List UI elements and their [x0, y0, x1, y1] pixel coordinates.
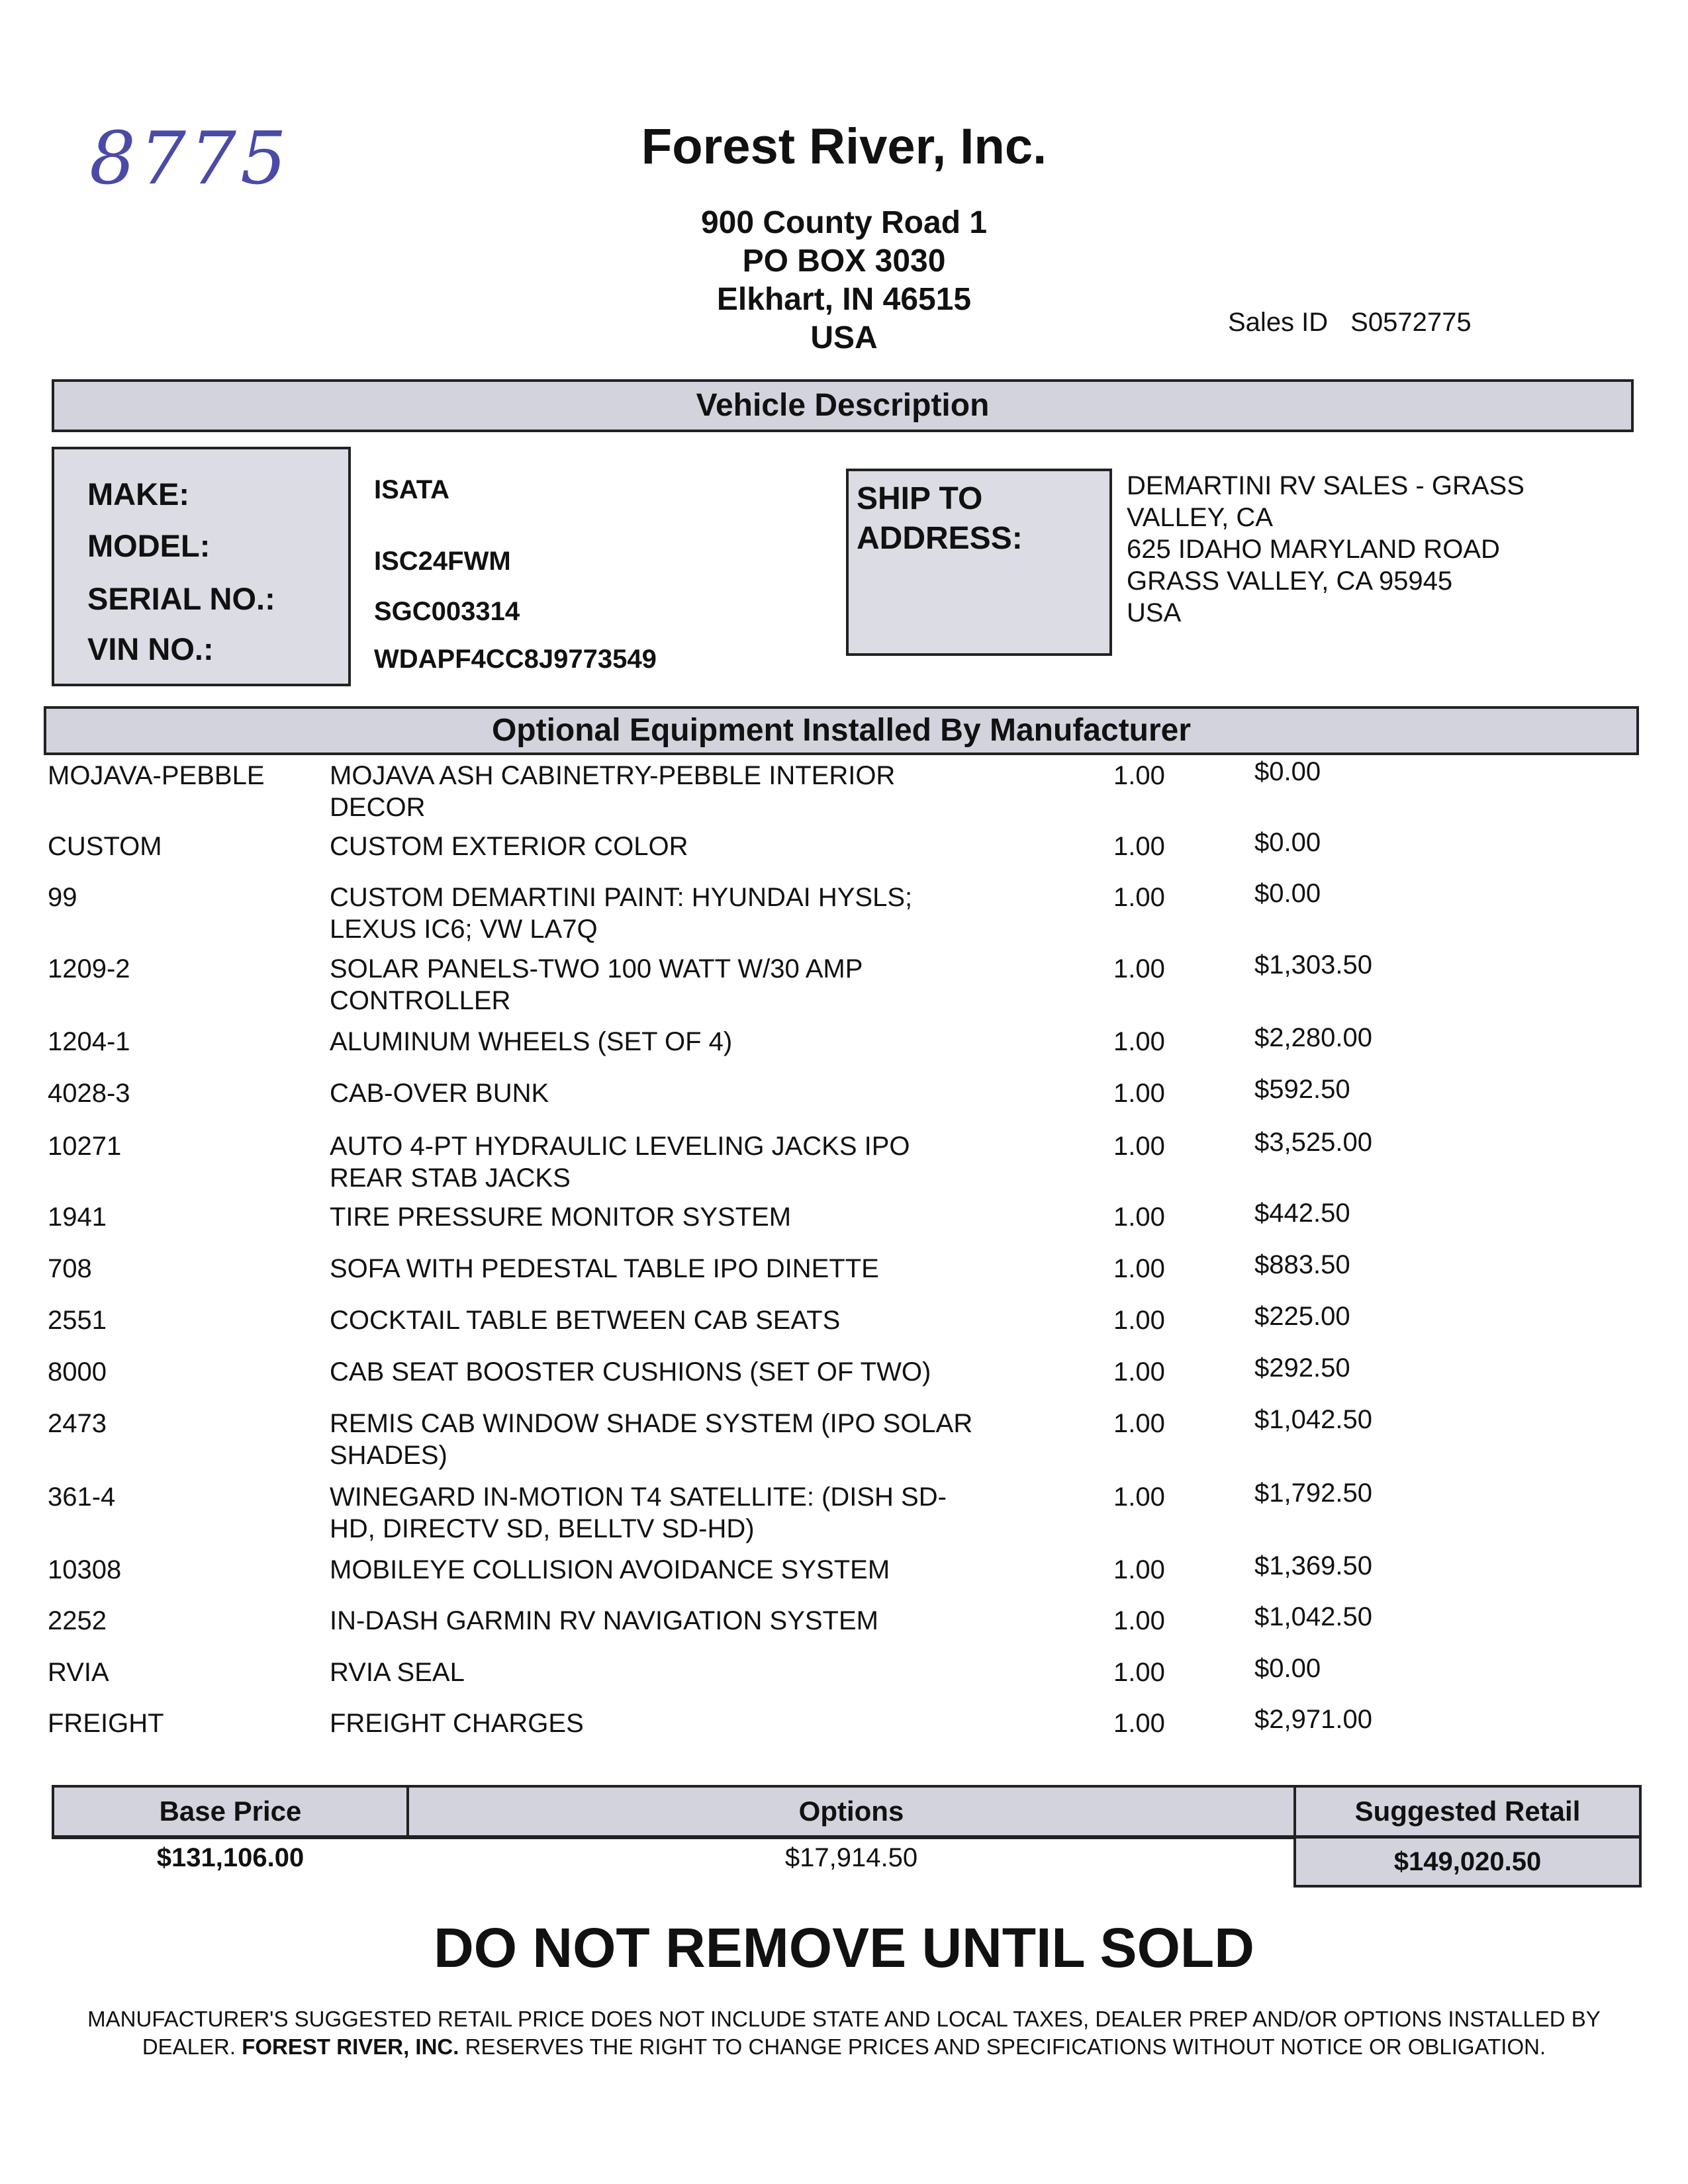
- company-address-line: 900 County Road 1: [700, 205, 988, 240]
- disclaimer-text: RESERVES THE RIGHT TO CHANGE PRICES AND SPECIFICATIONS WITHOUT NOTICE OR OBLIGATION.: [465, 2034, 1546, 2059]
- disclaimer-text: DEALER.: [142, 2034, 236, 2059]
- equipment-description: [330, 1130, 1018, 1194]
- equipment-code: 1941: [48, 1203, 107, 1232]
- equipment-description-line: REMIS CAB WINDOW SHADE SYSTEM (IPO SOLAR: [330, 1409, 973, 1438]
- equipment-description-line: DECOR: [330, 793, 426, 822]
- suggested-retail-header: Suggested Retail: [1293, 1785, 1642, 1838]
- equipment-price: $883.50: [1254, 1250, 1350, 1279]
- equipment-quantity: 1.00: [1113, 1658, 1165, 1687]
- disclaimer: [60, 2005, 1628, 2061]
- equipment-price: $1,042.50: [1254, 1405, 1372, 1434]
- equipment-description-line: IN-DASH GARMIN RV NAVIGATION SYSTEM: [330, 1606, 878, 1635]
- equipment-code: 2252: [48, 1606, 107, 1635]
- vehicle-description-heading: Vehicle Description: [52, 379, 1634, 432]
- equipment-description: [330, 953, 1018, 1017]
- ship-to-label-line: SHIP TO: [857, 481, 983, 516]
- equipment-quantity: 1.00: [1113, 1203, 1165, 1232]
- make-value: ISATA: [374, 475, 450, 504]
- equipment-quantity: 1.00: [1113, 1132, 1165, 1161]
- equipment-price: $3,525.00: [1254, 1128, 1372, 1157]
- equipment-code: MOJAVA-PEBBLE: [48, 761, 265, 790]
- company-address-line: PO BOX 3030: [742, 244, 946, 279]
- serial-label: SERIAL NO.:: [87, 581, 275, 616]
- equipment-description: [330, 831, 1018, 862]
- equipment-price: $2,280.00: [1254, 1023, 1372, 1052]
- ship-to-address-line: VALLEY, CA: [1127, 503, 1273, 532]
- equipment-price: $292.50: [1254, 1353, 1350, 1383]
- equipment-description-line: SHADES): [330, 1441, 447, 1470]
- equipment-code: 99: [48, 883, 77, 912]
- equipment-code: CUSTOM: [48, 832, 162, 861]
- equipment-description-line: CONTROLLER: [330, 986, 511, 1015]
- equipment-description: [330, 1304, 1018, 1336]
- equipment-code: 2551: [48, 1306, 107, 1335]
- equipment-price: $2,971.00: [1254, 1705, 1372, 1734]
- equipment-quantity: 1.00: [1113, 1306, 1165, 1335]
- ship-to-address-line: DEMARTINI RV SALES - GRASS: [1127, 471, 1524, 500]
- equipment-price: $0.00: [1254, 879, 1321, 908]
- equipment-description: [330, 1356, 1018, 1388]
- equipment-quantity: 1.00: [1113, 1482, 1165, 1512]
- equipment-description: [330, 1077, 1018, 1109]
- equipment-quantity: 1.00: [1113, 1409, 1165, 1438]
- equipment-price: $592.50: [1254, 1075, 1350, 1104]
- company-name: Forest River, Inc.: [641, 118, 1047, 175]
- equipment-description: [330, 1201, 1018, 1233]
- disclaimer-line: MANUFACTURER'S SUGGESTED RETAIL PRICE DOES NOT INCLUDE STATE AND LOCAL TAXES, DEALER PREP AND/OR OPTIONS INSTALLED BY: [87, 2007, 1601, 2031]
- equipment-description-line: WINEGARD IN-MOTION T4 SATELLITE: (DISH SD-: [330, 1482, 947, 1512]
- equipment-quantity: 1.00: [1113, 883, 1165, 912]
- vehicle-labels-box: [52, 447, 351, 686]
- equipment-code: 4028-3: [48, 1079, 130, 1108]
- equipment-quantity: 1.00: [1113, 832, 1165, 861]
- equipment-quantity: 1.00: [1113, 1555, 1165, 1584]
- equipment-description-line: CAB SEAT BOOSTER CUSHIONS (SET OF TWO): [330, 1357, 931, 1387]
- equipment-description: [330, 882, 1018, 945]
- equipment-description: [330, 1554, 1018, 1586]
- equipment-description-line: TIRE PRESSURE MONITOR SYSTEM: [330, 1203, 792, 1232]
- vin-value: WDAPF4CC8J9773549: [374, 645, 657, 674]
- sales-id-label: Sales ID: [1228, 308, 1329, 337]
- ship-to-label: [857, 479, 1023, 559]
- ship-to-label-line: ADDRESS:: [857, 521, 1023, 556]
- equipment-price: $0.00: [1254, 828, 1321, 857]
- equipment-code: 708: [48, 1254, 92, 1283]
- equipment-price: $1,303.50: [1254, 950, 1372, 979]
- equipment-price: $225.00: [1254, 1302, 1350, 1331]
- equipment-description-line: SOLAR PANELS-TWO 100 WATT W/30 AMP: [330, 954, 863, 983]
- sales-id-value: S0572775: [1350, 308, 1472, 337]
- equipment-price: $0.00: [1254, 757, 1321, 786]
- equipment-description: [330, 1657, 1018, 1688]
- equipment-description-line: FREIGHT CHARGES: [330, 1709, 584, 1738]
- ship-to-address: [1127, 470, 1524, 629]
- ship-to-address-line: USA: [1127, 598, 1182, 627]
- disclaimer-line: [60, 2033, 1628, 2061]
- equipment-description-line: CUSTOM DEMARTINI PAINT: HYUNDAI HYSLS;: [330, 883, 913, 912]
- equipment-quantity: 1.00: [1113, 1606, 1165, 1635]
- company-address-line: USA: [810, 320, 878, 355]
- company-address-line: Elkhart, IN 46515: [716, 282, 972, 317]
- equipment-description-line: LEXUS IC6; VW LA7Q: [330, 915, 598, 944]
- summary-divider: [52, 1837, 1296, 1839]
- disclaimer-company: FOREST RIVER, INC.: [242, 2034, 459, 2059]
- equipment-description: [330, 1707, 1018, 1739]
- ship-to-address-line: GRASS VALLEY, CA 95945: [1127, 567, 1453, 596]
- equipment-price: $1,042.50: [1254, 1602, 1372, 1631]
- equipment-price: $442.50: [1254, 1199, 1350, 1228]
- equipment-description-line: MOJAVA ASH CABINETRY-PEBBLE INTERIOR: [330, 761, 896, 790]
- equipment-description-line: AUTO 4-PT HYDRAULIC LEVELING JACKS IPO: [330, 1132, 910, 1161]
- ship-to-box: [846, 469, 1112, 656]
- equipment-code: 1204-1: [48, 1027, 130, 1056]
- equipment-description-line: COCKTAIL TABLE BETWEEN CAB SEATS: [330, 1306, 841, 1335]
- equipment-description-line: HD, DIRECTV SD, BELLTV SD-HD): [330, 1514, 755, 1543]
- equipment-quantity: 1.00: [1113, 1254, 1165, 1283]
- equipment-code: FREIGHT: [48, 1709, 164, 1738]
- equipment-quantity: 1.00: [1113, 1357, 1165, 1387]
- equipment-quantity: 1.00: [1113, 1027, 1165, 1056]
- equipment-description: [330, 760, 1018, 823]
- equipment-description-line: ALUMINUM WHEELS (SET OF 4): [330, 1027, 733, 1056]
- equipment-price: $1,369.50: [1254, 1551, 1372, 1580]
- model-label: MODEL:: [87, 528, 211, 563]
- equipment-description-line: SOFA WITH PEDESTAL TABLE IPO DINETTE: [330, 1254, 879, 1283]
- equipment-description-line: CAB-OVER BUNK: [330, 1079, 549, 1108]
- model-value: ISC24FWM: [374, 547, 511, 576]
- serial-value: SGC003314: [374, 597, 520, 626]
- equipment-price: $0.00: [1254, 1654, 1321, 1683]
- equipment-description: [330, 1026, 1018, 1058]
- ship-to-address-line: 625 IDAHO MARYLAND ROAD: [1127, 535, 1500, 564]
- equipment-quantity: 1.00: [1113, 954, 1165, 983]
- equipment-code: 2473: [48, 1409, 107, 1438]
- equipment-code: 8000: [48, 1357, 107, 1387]
- equipment-description: [330, 1253, 1018, 1285]
- equipment-price: $1,792.50: [1254, 1479, 1372, 1508]
- base-price-header: Base Price: [52, 1785, 409, 1838]
- make-label: MAKE:: [87, 477, 190, 512]
- base-price-value: $131,106.00: [156, 1843, 305, 1872]
- equipment-description: [330, 1408, 1018, 1471]
- do-not-remove-notice: DO NOT REMOVE UNTIL SOLD: [434, 1917, 1254, 1979]
- equipment-description: [330, 1605, 1018, 1637]
- equipment-quantity: 1.00: [1113, 761, 1165, 790]
- optional-equipment-heading: Optional Equipment Installed By Manufacturer: [44, 706, 1639, 755]
- equipment-quantity: 1.00: [1113, 1079, 1165, 1108]
- equipment-code: RVIA: [48, 1658, 109, 1687]
- equipment-description-line: MOBILEYE COLLISION AVOIDANCE SYSTEM: [330, 1555, 890, 1584]
- equipment-description-line: RVIA SEAL: [330, 1658, 465, 1687]
- sales-id: [1228, 308, 1472, 338]
- equipment-description-line: REAR STAB JACKS: [330, 1163, 571, 1193]
- equipment-code: 10271: [48, 1132, 122, 1161]
- equipment-code: 1209-2: [48, 954, 130, 983]
- options-value: $17,914.50: [784, 1843, 918, 1872]
- options-header: Options: [406, 1785, 1296, 1838]
- equipment-description-line: CUSTOM EXTERIOR COLOR: [330, 832, 688, 861]
- equipment-code: 10308: [48, 1555, 122, 1584]
- equipment-description: [330, 1481, 1018, 1545]
- suggested-retail-value: $149,020.50: [1293, 1836, 1642, 1888]
- vin-label: VIN NO.:: [87, 631, 214, 666]
- equipment-code: 361-4: [48, 1482, 116, 1512]
- equipment-quantity: 1.00: [1113, 1709, 1165, 1738]
- handwritten-note: 8775: [89, 116, 291, 201]
